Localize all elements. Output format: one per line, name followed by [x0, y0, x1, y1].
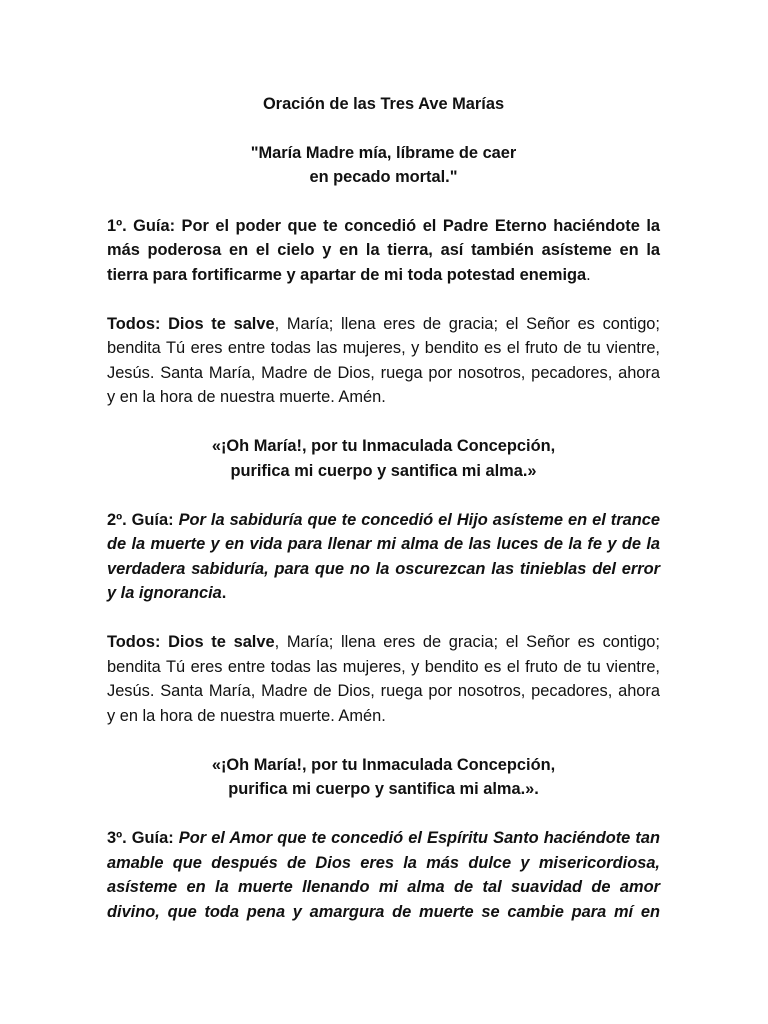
- guia-2-paragraph: [107, 508, 660, 606]
- todos-1-label: Todos: Dios te salve: [107, 314, 275, 333]
- guia-2-text: Por la sabiduría que te concedió el Hijo asísteme en el trance de la muerte y en vida para llenar mi alma de las luces de la fe y de la verdadera sabiduría, para que no la oscurezcan las tinieblas del error y la ignorancia: [107, 510, 660, 602]
- guia-3-text: Por el Amor que te concedió el Espíritu Santo haciéndote tan amable que después de Dios eres la más dulce y misericordiosa, asísteme en la muerte llenando mi alma de tal suavidad de amor divino, que toda pena y amargura de muerte se cambie para mí en: [107, 829, 660, 921]
- todos-2-label: Todos: Dios te salve: [107, 633, 275, 651]
- guia-2-end: .: [221, 584, 227, 602]
- guia-2-label: 2º. Guía:: [107, 510, 174, 529]
- page-title: Oración de las Tres Ave Marías: [262, 95, 505, 113]
- guia-1-text: Por el poder que te concedió el Padre Eterno haciéndote la más poderosa en el cielo y en la tierra, así también asísteme en la tierra para fortificarme y apartar de mi toda potestad enemiga: [107, 216, 660, 284]
- guia-3-paragraph: [107, 826, 660, 924]
- invocation-line-2: en pecado mortal.": [309, 168, 458, 186]
- guia-3-label: 3º. Guía:: [107, 829, 174, 847]
- guia-1-paragraph: [107, 214, 660, 288]
- jaculatoria-1-line-1: «¡Oh María!, por tu Inmaculada Concepción,: [211, 437, 556, 455]
- todos-2-paragraph: [107, 630, 660, 728]
- document-page: [107, 92, 660, 949]
- jaculatoria-1: [107, 434, 660, 483]
- guia-1-label: 1º. Guía:: [107, 216, 176, 235]
- jaculatoria-2: [107, 753, 660, 802]
- todos-1-paragraph: [107, 312, 660, 410]
- todos-1-text: , María; llena eres de gracia; el Señor es contigo; bendita Tú eres entre todas las mujeres, y bendito es el fruto de tu vientre, Jesús. Santa María, Madre de Dios, ruega por nosotros, pecadores, ahora y en la hora de nuestra muerte. Amén.: [107, 314, 660, 406]
- invocation: [107, 141, 660, 190]
- todos-2-text: , María; llena eres de gracia; el Señor es contigo; bendita Tú eres entre todas las mujeres, y bendito es el fruto de tu vientre, Jesús. Santa María, Madre de Dios, ruega por nosotros, pecadores, ahora y en la hora de nuestra muerte. Amén.: [107, 633, 660, 725]
- jaculatoria-2-line-2: purifica mi cuerpo y santifica mi alma.».: [228, 780, 539, 798]
- jaculatoria-1-line-2: purifica mi cuerpo y santifica mi alma.»: [230, 461, 537, 480]
- invocation-line-1: "María Madre mía, líbrame de caer: [250, 143, 517, 162]
- guia-1-end: .: [586, 265, 591, 284]
- jaculatoria-2-line-1: «¡Oh María!, por tu Inmaculada Concepción,: [211, 755, 556, 774]
